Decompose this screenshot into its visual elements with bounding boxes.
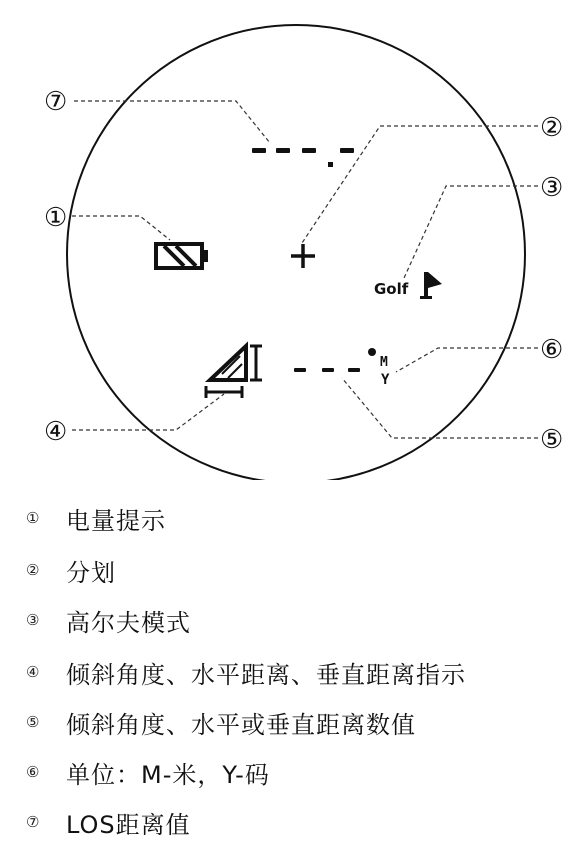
legend-text: LOS距离值 bbox=[66, 810, 191, 839]
legend-number: ④ bbox=[26, 663, 40, 681]
legend-number: ③ bbox=[26, 611, 40, 629]
unit-y: Y bbox=[381, 372, 390, 388]
golf-label: Golf bbox=[374, 280, 409, 298]
legend-item-los-distance bbox=[26, 804, 191, 840]
slope-triangle-icon bbox=[206, 346, 262, 398]
legend-item-reticle bbox=[26, 552, 116, 588]
leader-2 bbox=[302, 126, 538, 243]
callout-1: ① bbox=[44, 203, 68, 233]
battery-icon bbox=[156, 244, 208, 268]
legend-number: ⑦ bbox=[26, 813, 40, 831]
leader-4 bbox=[72, 394, 224, 430]
legend-text: 倾斜角度、水平距离、垂直距离指示 bbox=[66, 660, 466, 689]
callout-4: ④ bbox=[44, 417, 68, 447]
legend-item-slope-indicator bbox=[26, 654, 466, 690]
leader-5 bbox=[342, 378, 538, 438]
unit-m: M bbox=[380, 355, 388, 370]
legend-text: 倾斜角度、水平或垂直距离数值 bbox=[66, 710, 416, 739]
legend-text: 电量提示 bbox=[66, 506, 166, 535]
leader-1 bbox=[72, 216, 170, 240]
callout-5: ⑤ bbox=[540, 425, 564, 455]
leader-6 bbox=[396, 348, 538, 372]
los-distance-dashes bbox=[252, 148, 354, 167]
slope-value-dashes bbox=[294, 368, 360, 372]
legend-item-battery bbox=[26, 500, 166, 536]
unit-dot bbox=[368, 348, 376, 356]
unit-indicator bbox=[368, 348, 390, 388]
legend-text: 分划 bbox=[66, 558, 116, 587]
callout-6: ⑥ bbox=[540, 335, 564, 365]
golf-flag-icon bbox=[420, 272, 442, 299]
crosshair-icon bbox=[291, 244, 315, 268]
viewfinder-circle bbox=[67, 25, 525, 480]
legend-item-golf-mode bbox=[26, 602, 191, 638]
legend-number: ② bbox=[26, 561, 40, 579]
legend-text: 高尔夫模式 bbox=[66, 608, 191, 637]
callout-2: ② bbox=[540, 113, 564, 143]
legend-number: ⑥ bbox=[26, 763, 40, 781]
golf-mode-indicator bbox=[374, 272, 442, 299]
leader-7 bbox=[74, 101, 270, 143]
legend-number: ⑤ bbox=[26, 713, 40, 731]
legend-item-unit bbox=[26, 754, 270, 790]
legend-text: 单位：M-米，Y-码 bbox=[66, 760, 270, 789]
legend-number: ① bbox=[26, 509, 40, 527]
callout-3: ③ bbox=[540, 173, 564, 203]
legend-item-slope-value bbox=[26, 704, 416, 740]
callout-7: ⑦ bbox=[44, 87, 68, 117]
